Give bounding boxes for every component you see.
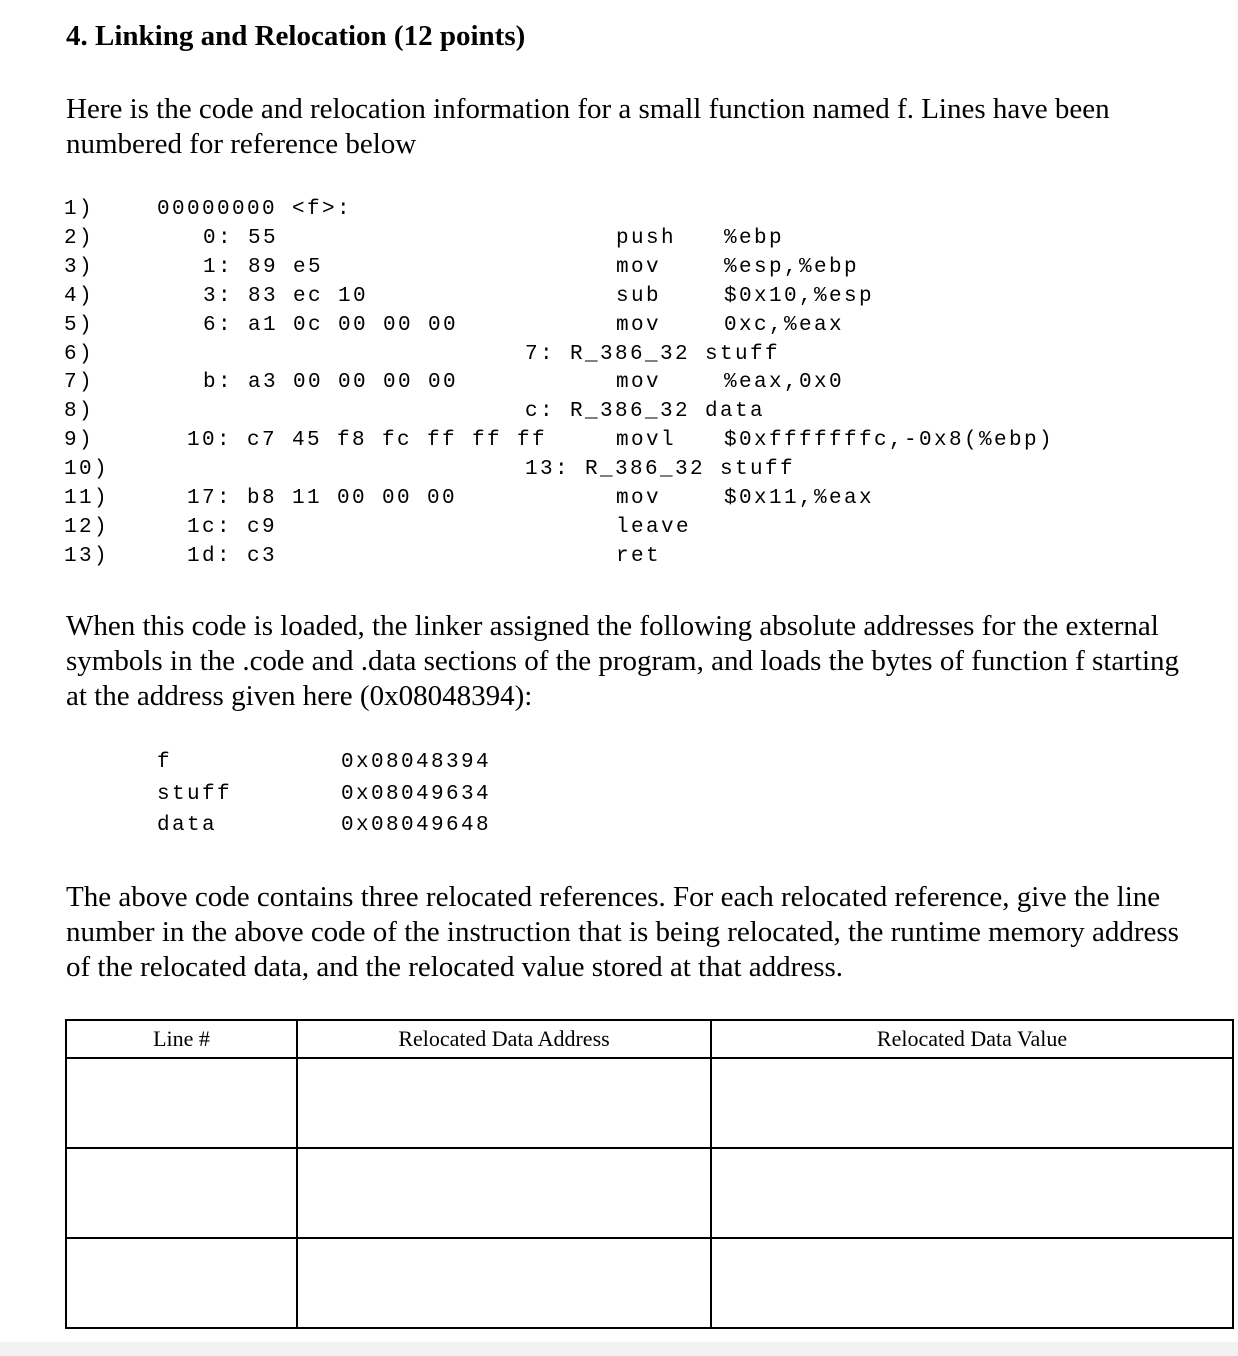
line-number: 13) bbox=[64, 544, 110, 568]
question-title: 4. Linking and Relocation (12 points) bbox=[66, 20, 526, 52]
machine-code: 10: c7 45 f8 fc ff ff ff bbox=[187, 429, 548, 453]
intro-paragraph: Here is the code and relocation information for a small function named f. Lines have been numbered for reference below bbox=[66, 93, 1110, 160]
line-number: 12) bbox=[64, 515, 110, 539]
operands: %eax,0x0 bbox=[724, 371, 845, 395]
machine-code: 0: 55 bbox=[203, 226, 279, 250]
mnemonic: mov bbox=[616, 313, 662, 337]
mnemonic: sub bbox=[616, 284, 662, 308]
symbol-address: 0x08048394 bbox=[341, 751, 492, 774]
operands: $0xfffffffc,-0x8(%ebp) bbox=[724, 429, 1055, 453]
header-value: Relocated Data Value bbox=[711, 1020, 1233, 1058]
load-paragraph: When this code is loaded, the linker assigned the following absolute addresses for the external symbols in the .code and .data sections of the program, and loads the bytes of function f starting at the address given here (0x08048394): bbox=[66, 610, 1180, 712]
line-number: 10) bbox=[64, 458, 110, 482]
machine-code: 6: a1 0c 00 00 00 bbox=[203, 313, 459, 337]
mnemonic: mov bbox=[616, 371, 662, 395]
symbol-address: 0x08049634 bbox=[341, 782, 492, 806]
symbol-name: data bbox=[157, 814, 218, 837]
operands: %esp,%ebp bbox=[724, 255, 860, 279]
answer-cell[interactable] bbox=[297, 1148, 711, 1238]
operands: $0x10,%esp bbox=[724, 284, 875, 308]
machine-code: 1d: c3 bbox=[187, 544, 278, 568]
machine-code: 1: 89 e5 bbox=[203, 255, 324, 279]
line-number: 4) bbox=[64, 284, 95, 308]
answer-cell[interactable] bbox=[711, 1058, 1233, 1148]
line-number: 2) bbox=[64, 226, 95, 250]
header-line: Line # bbox=[66, 1020, 297, 1058]
header-address: Relocated Data Address bbox=[297, 1020, 711, 1058]
mnemonic: movl bbox=[616, 429, 677, 453]
line-number: 1) bbox=[64, 198, 95, 221]
line-number: 9) bbox=[64, 429, 95, 453]
line-number: 8) bbox=[64, 400, 95, 424]
symbol-name: f bbox=[157, 751, 173, 774]
mnemonic: leave bbox=[616, 515, 692, 539]
operands: %ebp bbox=[724, 226, 785, 250]
operands: 0xc,%eax bbox=[724, 313, 845, 337]
page-bottom-edge bbox=[0, 1342, 1238, 1356]
answer-cell[interactable] bbox=[297, 1238, 711, 1328]
symbol-address: 0x08049648 bbox=[341, 814, 492, 837]
answer-cell[interactable] bbox=[66, 1058, 297, 1148]
line-number: 3) bbox=[64, 255, 95, 279]
answer-cell[interactable] bbox=[66, 1238, 297, 1328]
line-number: 5) bbox=[64, 313, 95, 337]
line-number: 11) bbox=[64, 487, 110, 510]
line-number: 6) bbox=[64, 342, 95, 366]
table-row bbox=[66, 1148, 1233, 1238]
answer-table bbox=[65, 1019, 1234, 1329]
mnemonic: push bbox=[616, 226, 677, 250]
relocation-entry: c: R_386_32 data bbox=[525, 400, 766, 424]
mnemonic: mov bbox=[616, 255, 662, 279]
machine-code: 1c: c9 bbox=[187, 515, 278, 539]
table-row bbox=[66, 1058, 1233, 1148]
answer-cell[interactable] bbox=[297, 1058, 711, 1148]
machine-code: 3: 83 ec 10 bbox=[203, 284, 369, 308]
mnemonic: ret bbox=[616, 544, 662, 568]
machine-code: 17: b8 11 00 00 00 bbox=[187, 487, 458, 510]
answer-cell[interactable] bbox=[711, 1238, 1233, 1328]
mnemonic: mov bbox=[616, 487, 662, 510]
relocation-entry: 7: R_386_32 stuff bbox=[525, 342, 781, 366]
machine-code: b: a3 00 00 00 00 bbox=[203, 371, 459, 395]
symbol-name: stuff bbox=[157, 782, 233, 806]
machine-code: 00000000 <f>: bbox=[157, 198, 353, 221]
relocation-entry: 13: R_386_32 stuff bbox=[525, 458, 796, 482]
instructions-paragraph: The above code contains three relocated references. For each relocated reference, give the line number in the above code of the instruction that is being relocated, the runtime memory address of the relocated data, and the relocated value stored at that address. bbox=[66, 881, 1179, 983]
answer-cell[interactable] bbox=[711, 1148, 1233, 1238]
answer-cell[interactable] bbox=[66, 1148, 297, 1238]
table-row bbox=[66, 1238, 1233, 1328]
line-number: 7) bbox=[64, 371, 95, 395]
operands: $0x11,%eax bbox=[724, 487, 875, 510]
